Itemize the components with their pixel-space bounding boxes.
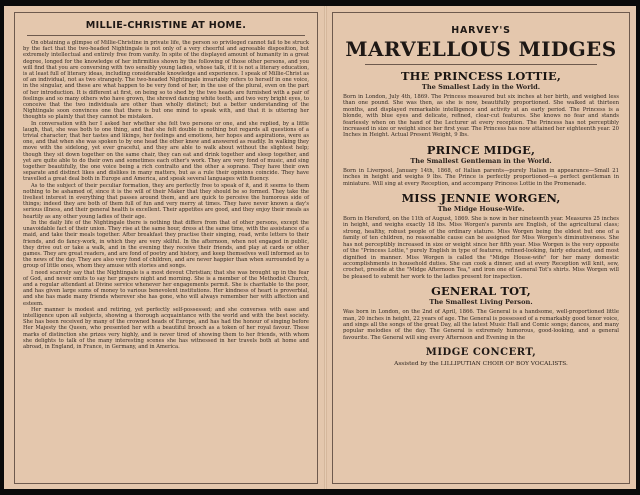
article-paragraph: In the daily life of the Nightingale there is nothing that differs from that of other persons, except the unavoidable fact of their union. They rise at the same hour, dress at the same time, with the assistance of a maid, and take their meals together. After breakfast they practise their singing, read, write letters to their friends, and do fancy-work, in which they are very skilful. In the afternoon, when not engaged in public, they drive out or take a walk, and in the evening they receive their friends, and play at cards or other games. They are great readers, and are fond of poetry and history, and keep themselves well informed as to the news of the day. They are also very fond of children, and are never happier than when surrounded by a group of little ones, whom they amuse with stories and songs.: [23, 219, 309, 270]
section-title: MISS JENNIE WORGEN,: [401, 191, 561, 206]
article-paragraph: I need scarcely say that the Nightingale is a most devout Christian; that she was brought up in the fear of God, and never omits to say her prayers night and morning. She is a member of the Methodist Church, and a regular attendant at Divine service whenever her engagements permit. She is charitable to the poor, and has given large sums of money to various benevolent institutions. Her kindness of heart is proverbial, and she has made many friends wherever she has gone, who will always remember her with affection and esteem.: [23, 269, 309, 307]
article-body: [23, 40, 309, 350]
section-princess-lottie: [333, 69, 629, 139]
section-jennie-worgen: [333, 191, 629, 280]
section-title: PRINCE MIDGE,: [426, 142, 536, 157]
assisted-by-line: Assisted by the LILLIPUTIAN CHOIR OF BOY VOCALISTS.: [394, 361, 568, 368]
section-body: Born in London, July 4th, 1869. The Princess measured but six inches at her birth, and weighed less than one pound. She was then, as she is now, beautifully proportioned. She walked at thirteen months, and displayed remarkable intelligence and activity at an early period. The Princess is a blonde, with blue eyes and delicate, refined, clear-cut features. She knows no fear and stands fearlessly when on the hand of the Lecturer at every reception. The Princess has not perceptibly increased in size or weight since her first year. The Princess has now attained her eighteenth year. 20 Inches in Height. Actual Present Weight, 9 lbs.: [343, 94, 619, 139]
section-body: Born in Liverpool, January 14th, 1868, of Italian parents—purely Italian in appearance—Small 21 inches in height and weighs 9 lbs. The Prince is perfectly proportioned—a perfect gentleman in miniature. Will sing at every Reception, and accompany Princess Lottie in the Promenade.: [343, 167, 619, 187]
article-paragraph: In conversation with her I asked her whether she felt two persons or one, and she replied, by a little laugh, that, she was both to one thing, and that she felt double in nothing but regards all questions of a trivial character; that her tastes and likings, her feelings and emotions, her hopes and aspirations, were as one, and that when she was spoken to by one head the other knew and answered as readily. In walking they move with the sidelong, yet ever graceful, and they are able to walk about without the slightest help; though they sit down together on the same chair, they can eat and drink together and sleep together, and yet are quite able to do their own and sometimes each other's work. They are very fond of music, and sing together beautifully, the one voice being a rich contralto and the other a soprano. They have their own separate and distinct likes and dislikes in many matters, but as a rule their opinions coincide. They have travelled a great deal both in Europe and America, and speak several languages with fluency.: [23, 120, 309, 183]
section-title: THE PRINCESS LOTTIE,: [400, 69, 562, 83]
brand-name: HARVEY'S: [451, 25, 511, 36]
section-subtitle: The Smallest Lady in the World.: [421, 83, 541, 91]
section-subtitle: The Midge House-Wife.: [437, 205, 525, 214]
pamphlet-spread: [4, 6, 636, 489]
section-subtitle: The Smallest Gentleman in the World.: [410, 156, 552, 165]
article-paragraph: As to the subject of their peculiar formation, they are perfectly free to speak of it, and it seems to them nothing to be ashamed of, since it is the will of their Maker that they should be so formed. They take the liveliest interest in everything that passes around them, and are quick to perceive the humorous side of things; indeed they are both of them full of fun and very merry at times. They have never known a day's serious illness, and their general health is excellent. Their appetites are good, and they enjoy their meals as heartily as any other young ladies of their age.: [23, 182, 309, 220]
right-page: [326, 6, 636, 489]
section-title: GENERAL TOT,: [431, 284, 531, 299]
section-subtitle: The Smallest Living Person.: [429, 298, 533, 307]
concert-heading: MIDGE CONCERT,: [425, 347, 537, 359]
section-body: Was born in London, on the 2nd of April, 1866. The General is a handsome, well-proportioned little man, 20 inches in height, 22 years of age. The General is possessed of a remarkably good tenor voice, and sings all the songs of the great Day, all the latest Music Hall and Comic songs; dances, and many popular melodies of the day. The General is extremely humorous, good-looking, and a general favourite. The General will sing every Afternoon and Evening in the: [343, 309, 619, 341]
right-page-border: [332, 12, 630, 484]
article-paragraph: Her manner is modest and retiring, yet perfectly self-possessed; and she converses with ease and intelligence upon all subjects, showing a thorough acquaintance with the world and with the best society. She has been received by many of the crowned heads of Europe, and has had the honour of singing before Her Majesty the Queen, who presented her with a beautiful brooch as a token of her royal favour. These marks of distinction she prizes very highly, and is never tired of showing them to her friends, with whom she delights to talk of the many interesting scenes she has witnessed in her travels both at home and abroad, in England, in France, in Germany, and in America.: [23, 306, 309, 350]
left-page-border: [14, 12, 318, 484]
title-rule: [365, 64, 597, 65]
page-title: MARVELLOUS MIDGES: [345, 37, 617, 61]
section-prince-midge: [333, 143, 629, 187]
heading-rule: [27, 35, 305, 36]
article-heading: MILLIE-CHRISTINE AT HOME.: [85, 20, 247, 31]
section-body: Born in Hereford, on the 11th of August, 1869. She is now in her nineteenth year. Measures 25 inches in height, and weighs exactly 18 lbs. Miss Worgen's parents are English, of the agricultural class; strong, healthy, robust people of the ordinary stature. Miss Worgen being the eldest but one of a family of ten children, no reasonable cause can be assigned for Miss Worgen's diminutiveness. She has not perceptibly increased in size or weight since her fifth year. Miss Worgen is the very opposite of the "Princess Lottie," purely English in type of features, refined-looking, fairly educated, and most dignified in manner. Miss Worgen is called the "Midge House-wife" for her many domestic accomplishments in household duties. She can cook a dinner, and at every Reception will knit, sew, crochet, preside at the "Midge Afternoon Tea," and iron one of General Tot's shirts. Miss Worgen will be pleased to submit her work to the ladies present for inspection.: [343, 216, 619, 280]
article-paragraph: On obtaining a glimpse of Millie-Christine in private life, the person so privileged cannot fail to be struck by the fact that the two-headed Nightingale is not only of a very cheerful and agreeable disposition, but extremely intellectual and entirely free from vanity. In spite of the displayed amount of humanity in a great degree, longed for the knowledge of her infirmities shown by the following of those other persons, and you will find that you are conversing with two sensibly young ladies, whose talk, if it is not a literary education, is at least full of literary ideas, including considerable knowledge and experience. I speak of Millie-Christ as of an individual, not as two strangely. The two-headed Nightingale invariably refers to herself in one voice, in the singular, and these are what happen to be very fond of her, in the use of the plural, even on the part of her introduction. It is different at first, on being so to shed by the two heads are furnished with a pair of feelings and so many others who have grown, the shrewd dancing white teeth, and two very bright eyes, to conceive that the two individuals are other than wholly distinct; but a better understanding of the Nightingale soon convinces one that there is but one mind to speak with, and that it is uttering her thoughts so plainly that they cannot be mistaken.: [23, 40, 309, 121]
section-general-tot: [333, 284, 629, 341]
left-page: [4, 6, 326, 489]
